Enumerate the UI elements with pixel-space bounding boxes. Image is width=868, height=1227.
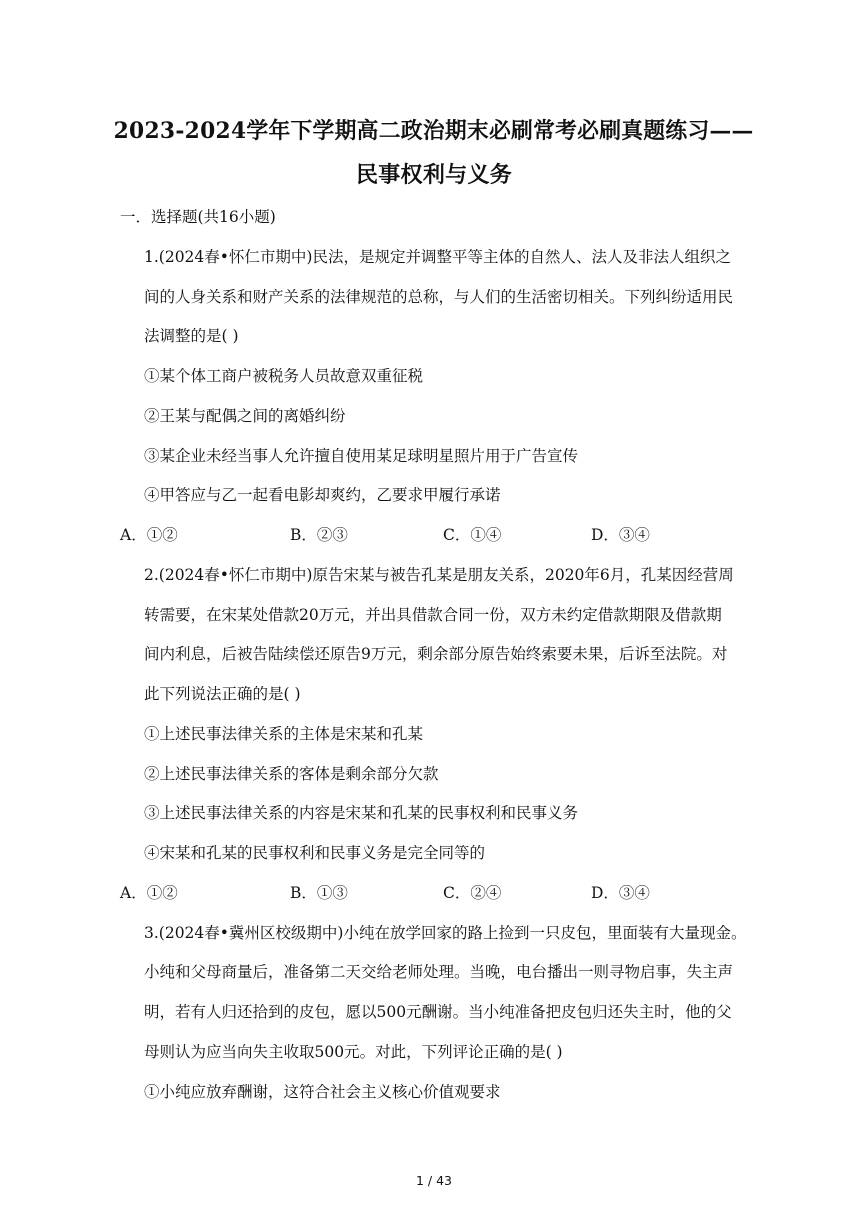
question-2-item-3: ③上述民事法律关系的内容是宋某和孔某的民事权利和民事义务 bbox=[144, 804, 579, 822]
question-2-item-4: ④宋某和孔某的民事权利和民事义务是完全同等的 bbox=[144, 844, 486, 862]
section-heading: 一．选择题(共16小题) bbox=[120, 208, 276, 226]
question-2-stem-line-3: 间内利息，后被告陆续偿还原告9万元，剩余部分原告始终索要未果，后诉至法院。对 bbox=[144, 645, 728, 663]
question-3-stem-line-1: 3.(2024春•冀州区校级期中)小纯在放学回家的路上捡到一只皮包，里面装有大量现金。 bbox=[144, 924, 747, 942]
option-c: C．②④ bbox=[443, 884, 502, 902]
question-2-stem-line-2: 转需要，在宋某处借款20万元，并出具借款合同一份，双方未约定借款期限及借款期 bbox=[144, 606, 722, 624]
option-a: A．①② bbox=[120, 526, 178, 544]
option-a: A．①② bbox=[120, 884, 178, 902]
option-d: D．③④ bbox=[591, 526, 650, 544]
question-3-item-1: ①小纯应放弃酬谢，这符合社会主义核心价值观要求 bbox=[144, 1083, 501, 1101]
question-1-item-4: ④甲答应与乙一起看电影却爽约，乙要求甲履行承诺 bbox=[144, 486, 501, 504]
document-title-line-2: 民事权利与义务 bbox=[355, 162, 513, 188]
question-1-stem-line-3: 法调整的是( ) bbox=[144, 327, 239, 345]
option-b: B．②③ bbox=[290, 526, 348, 544]
option-c: C．①④ bbox=[443, 526, 502, 544]
question-2-stem-line-4: 此下列说法正确的是( ) bbox=[144, 685, 301, 703]
option-b: B．①③ bbox=[290, 884, 348, 902]
option-d: D．③④ bbox=[591, 884, 650, 902]
question-2-item-1: ①上述民事法律关系的主体是宋某和孔某 bbox=[144, 725, 424, 743]
question-1-stem-line-2: 间的人身关系和财产关系的法律规范的总称，与人们的生活密切相关。下列纠纷适用民 bbox=[144, 288, 734, 306]
question-2-item-2: ②上述民事法律关系的客体是剩余部分欠款 bbox=[144, 765, 439, 783]
page-number: 1 / 43 bbox=[415, 1173, 453, 1188]
question-3-stem-line-3: 明，若有人归还拾到的皮包，愿以500元酬谢。当小纯准备把皮包归还失主时，他的父 bbox=[144, 1003, 732, 1021]
document-title-line-1: 2023-2024学年下学期高二政治期末必刷常考必刷真题练习—— bbox=[113, 118, 755, 144]
question-2-stem-line-1: 2.(2024春•怀仁市期中)原告宋某与被告孔某是朋友关系，2020年6月，孔某因经营周 bbox=[144, 566, 734, 584]
question-1-stem-line-1: 1.(2024春•怀仁市期中)民法，是规定并调整平等主体的自然人、法人及非法人组织之 bbox=[144, 248, 731, 266]
question-1-item-1: ①某个体工商户被税务人员故意双重征税 bbox=[144, 367, 424, 385]
question-3-stem-line-2: 小纯和父母商量后，准备第二天交给老师处理。当晚，电台播出一则寻物启事，失主声 bbox=[144, 963, 734, 981]
question-1-item-3: ③某企业未经当事人允许擅自使用某足球明星照片用于广告宣传 bbox=[144, 447, 579, 465]
question-3-stem-line-4: 母则认为应当向失主收取500元。对此，下列评论正确的是( ) bbox=[144, 1043, 563, 1061]
question-1-item-2: ②王某与配偶之间的离婚纠纷 bbox=[144, 407, 346, 425]
